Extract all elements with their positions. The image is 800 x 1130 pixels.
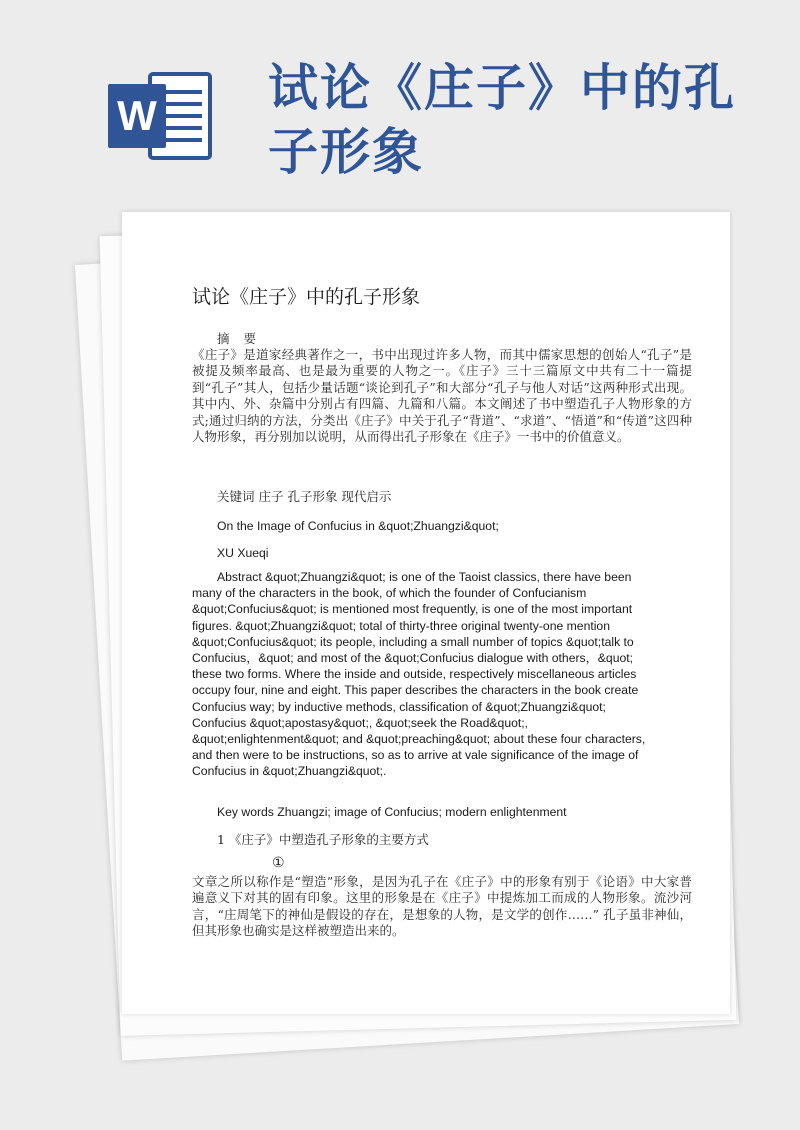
english-title: On the Image of Confucius in &quot;Zhuangzi&quot; bbox=[217, 519, 499, 533]
header-title: 试论《庄子》中的孔子形象 bbox=[268, 59, 736, 181]
keywords-en: Key words Zhuangzi; image of Confucius; modern enlightenment bbox=[217, 805, 567, 819]
body-paragraph: 文章之所以称作是“塑造”形象，是因为孔子在《庄子》中的形象有别于《论语》中大家普遍意义下对其的固有印象。这里的形象是在《庄子》中提炼加工而成的人物形象。流沙河言，“庄周笔下的神仙是假设的存在，是想象的人物，是文学的创作……” 孔子虽非神仙，但其形象也确实是这样被塑造出来的。 bbox=[192, 874, 692, 939]
word-icon bbox=[108, 70, 214, 162]
word-icon-letter: W bbox=[117, 92, 157, 139]
abstract-heading: 摘 要 bbox=[217, 331, 261, 346]
document-page bbox=[122, 212, 730, 1014]
document-title: 试论《庄子》中的孔子形象 bbox=[192, 286, 421, 308]
section-heading: 1 《庄子》中塑造孔子形象的主要方式 bbox=[217, 832, 429, 847]
abstract-zh: 《庄子》是道家经典著作之一，书中出现过许多人物，而其中儒家思想的创始人“孔子”是被提及频率最高、也是最为重要的人物之一。《庄子》三十三篇原文中共有二十一篇提到“孔子”其人，包括少量话题“谈论到孔子”和大部分“孔子与他人对话”这两种形式出现。其中内、外、杂篇中分别占有四篇、九篇和八篇。本文阐述了书中塑造孔子人物形象的方式;通过归纳的方法，分类出《庄子》中关于孔子“背道”、“求道”、“悟道”和“传道”这四种人物形象，再分别加以说明，从而得出孔子形象在《庄子》一书中的价值意义。 bbox=[192, 347, 692, 445]
abstract-en: Abstract &quot;Zhuangzi&quot; is one of the Taoist classics, there have been many of the characters in the book, of which the founder of Confucianism &quot;Confucius&quot; is mentioned most frequently, is one of the most important figures. &quot;Zhuangzi&quot; total of thirty-three original twenty-one mention &quot;Confucius&quot; its people, including a small number of topics &quot;talk to Confucius，&quot; and most of the &quot;Confucius dialogue with others，&quot; these two forms. Where the inside and outside, respectively miscellaneous articles occupy four, nine and eight. This paper describes the characters in the book create Confucius way; by inductive methods, classification of &quot;Zhuangzi&quot; Confucius &quot;apostasy&quot;, &quot;seek the Road&quot;, &quot;enlightenment&quot; and &quot;preaching&quot; about these four characters, and then were to be instructions, so as to arrive at vale significance of the image of Confucius in &quot;Zhuangzi&quot;. bbox=[192, 570, 646, 779]
english-author: XU Xueqi bbox=[217, 546, 269, 560]
keywords-zh: 关键词 庄子 孔子形象 现代启示 bbox=[217, 489, 392, 504]
footnote-marker: ① bbox=[272, 855, 285, 871]
